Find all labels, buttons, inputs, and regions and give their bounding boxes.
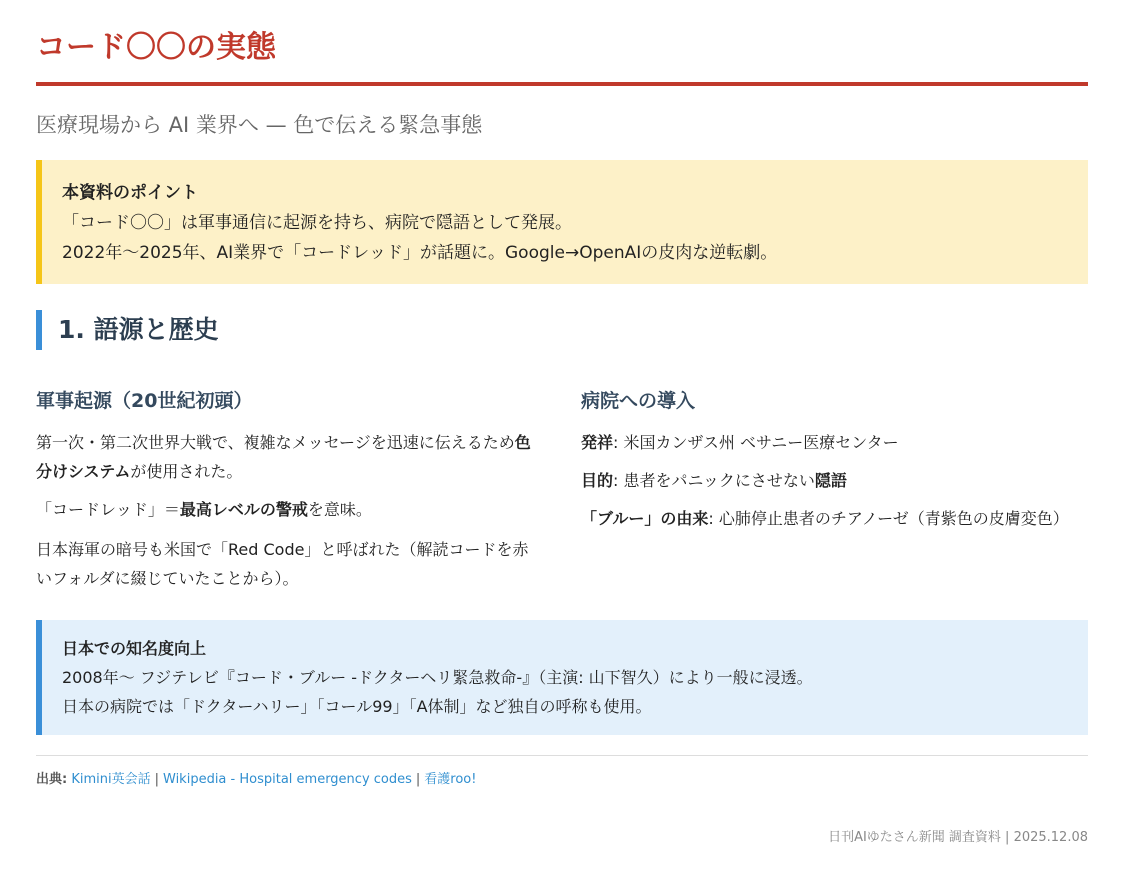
- military-paragraph: [36, 495, 543, 524]
- page-title: コード〇〇の実態: [36, 28, 1088, 86]
- japan-awareness-line: 2008年〜 フジテレビ『コード・ブルー -ドクターヘリ緊急救命-』（主演: 山下智久）により一般に浸透。: [62, 668, 813, 687]
- emphasis-text: 隠語: [814, 471, 847, 490]
- military-paragraph: [36, 428, 543, 486]
- text-run: : 米国カンザス州 ベサニー医療センター: [613, 433, 899, 452]
- footer-credit: 日刊AIゆたさん新聞 調査資料 | 2025.12.08: [828, 830, 1088, 845]
- hospital-item: [581, 466, 1088, 495]
- military-paragraph: 日本海軍の暗号も米国で「Red Code」と呼ばれた（解読コードを赤いフォルダに綴じていたことから）。: [36, 540, 529, 588]
- sources-label: 出典:: [36, 772, 68, 787]
- text-run: 「コードレッド」＝: [36, 500, 180, 519]
- japan-awareness-box: [36, 620, 1088, 735]
- section-heading: 1. 語源と歴史: [36, 310, 1088, 350]
- key-points-heading: 本資料のポイント: [62, 183, 198, 203]
- source-link-kimini[interactable]: Kimini英会話: [71, 772, 151, 787]
- sources: [36, 770, 1088, 790]
- hospital-item: [581, 504, 1088, 533]
- key-points-line: 2022年〜2025年、AI業界で「コードレッド」が話題に。Google→OpenAIの皮肉な逆転劇。: [62, 243, 778, 263]
- item-label: 発祥: [581, 433, 614, 452]
- separator: |: [415, 772, 421, 787]
- emphasis-text: 色分けシステム: [36, 433, 531, 481]
- key-points-box: [36, 160, 1088, 284]
- item-label: 目的: [581, 471, 614, 490]
- text-run: が使用された。: [130, 462, 243, 481]
- hospital-column: [581, 388, 1088, 602]
- item-label: 「ブルー」の由来: [581, 509, 709, 528]
- text-run: 第一次・第二次世界大戦で、複雑なメッセージを迅速に伝えるため: [36, 433, 515, 452]
- text-run: : 心肺停止患者のチアノーゼ（青紫色の皮膚変色）: [708, 509, 1069, 528]
- key-points-line: 「コード〇〇」は軍事通信に起源を持ち、病院で隠語として発展。: [62, 213, 572, 233]
- military-origin-heading: 軍事起源（20世紀初頭）: [36, 390, 253, 412]
- page-subtitle: 医療現場から AI 業界へ — 色で伝える緊急事態: [36, 113, 483, 137]
- source-link-wikipedia[interactable]: Wikipedia - Hospital emergency codes: [163, 772, 412, 787]
- japan-awareness-line: 日本の病院では「ドクターハリー」「コール99」「A体制」など独自の呼称も使用。: [62, 697, 652, 716]
- divider: [36, 755, 1088, 756]
- japan-awareness-heading: 日本での知名度向上: [62, 639, 207, 658]
- separator: |: [154, 772, 159, 787]
- military-origin-column: [36, 388, 543, 602]
- two-column-content: [36, 388, 1088, 602]
- emphasis-text: 最高レベルの警戒: [179, 500, 308, 519]
- source-link-kango-roo[interactable]: 看護roo!: [424, 772, 477, 787]
- hospital-heading: 病院への導入: [581, 390, 696, 412]
- text-run: を意味。: [307, 500, 372, 519]
- text-run: : 患者をパニックにさせない: [613, 471, 815, 490]
- hospital-item: [581, 428, 1088, 457]
